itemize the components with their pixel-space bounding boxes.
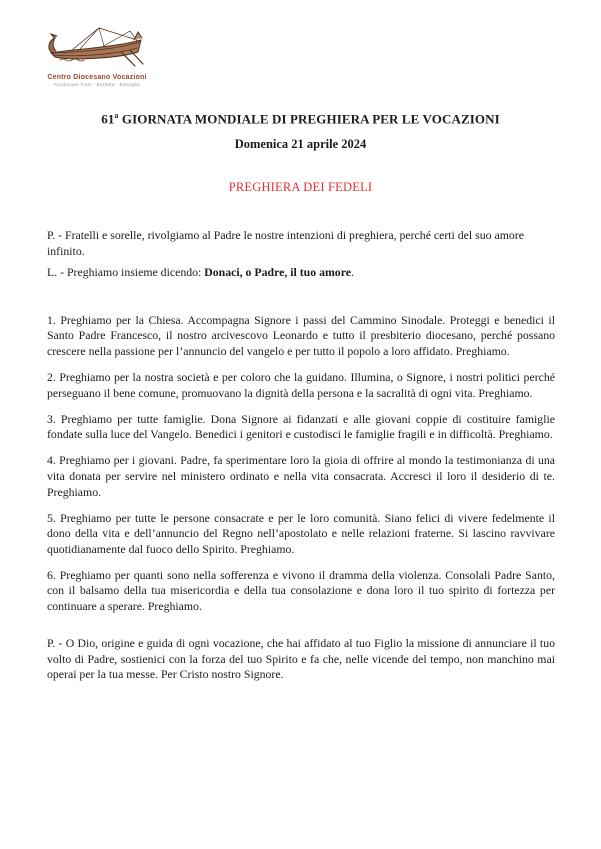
logo-subcaption: Arcidiocesi Trani - Barletta - Bisceglie bbox=[53, 82, 141, 87]
intention-item-3: 3. Preghiamo per tutte famiglie. Dona Signore ai fidanzati e alle giovani coppie di costituire famiglie fondate sulla luce del Vangelo. Benedici i genitori e custodisci le famiglie fragili e in difficoltà. Preghiamo. bbox=[47, 411, 555, 442]
title-ordinal: a bbox=[114, 111, 119, 120]
intention-item-1: 1. Preghiamo per la Chiesa. Accompagna Signore i passi del Cammino Sinodale. Proteggi e benedici il Santo Padre Francesco, il nostro arcivescovo Leonardo e tutto il presbiterio diocesano, perché possano crescere nella passione per l’annuncio del vangelo e per tutto il popolo a loro affidato. Preghiamo. bbox=[47, 312, 555, 358]
document-body bbox=[47, 228, 555, 693]
document-title bbox=[0, 111, 601, 127]
response-formula: Donaci, o Padre, il tuo amore bbox=[204, 265, 351, 280]
logo bbox=[38, 24, 156, 87]
intention-item-5: 5. Preghiamo per tutte le persone consacrate e per le loro comunità. Siano felici di vivere fedelmente il dono della vita e dell’annuncio del Regno nell’apostolato e nelle relazioni fraterne. Si lascino ravvivare quotidianamente dal fuoco dello Spirito. Preghiamo. bbox=[47, 510, 555, 556]
intention-item-2: 2. Preghiamo per la nostra società e per coloro che la guidano. Illumina, o Signore, i nostri politici perché perseguano il bene comune, promuovano la dignità della persona e la sacralità di ogni vita. Preghiamo. bbox=[47, 370, 555, 400]
hand-drawn-boat-icon bbox=[38, 24, 156, 72]
document-date: Domenica 21 aprile 2024 bbox=[234, 137, 367, 151]
lector-text: L. - Preghiamo insieme dicendo: bbox=[47, 265, 205, 280]
section-heading: PREGHIERA DEI FEDELI bbox=[228, 180, 373, 194]
closing-priest-paragraph: P. - O Dio, origine e guida di ogni vocazione, che hai affidato al tuo Figlio la missione di annunciare il tuo volto di Padre, sostienici con la forza del tuo Spirito e fa che, nelle vicende del tempo, non manchino mai operai per la tua messe. Per Cristo nostro Signore. bbox=[47, 636, 555, 682]
intention-item-4: 4. Preghiamo per i giovani. Padre, fa sperimentare loro la gioia di offrire al mondo la testimonianza di una vita donata per servire nel ministero ordinato e nella vita consacrata. Accresci il loro il desiderio di te. Preghiamo. bbox=[47, 453, 555, 499]
lector-text-end: . bbox=[350, 265, 354, 280]
title-number: 61 bbox=[101, 111, 115, 127]
intro-priest-paragraph: P. - Fratelli e sorelle, rivolgiamo al Padre le nostre intenzioni di preghiera, perché certi del suo amore infinito. bbox=[47, 228, 524, 258]
logo-caption: Centro Diocesano Vocazioni bbox=[47, 74, 147, 81]
intro-lector-paragraph bbox=[47, 265, 555, 281]
title-text: GIORNATA MONDIALE DI PREGHIERA PER LE VOCAZIONI bbox=[118, 111, 500, 127]
intention-item-6: 6. Preghiamo per quanti sono nella sofferenza e vivono il dramma della violenza. Consolali Padre Santo, con il balsamo della tua misericordia e della tua consolazione e dona loro il tuo spirito di fortezza per continuare a sperare. Preghiamo. bbox=[47, 567, 555, 613]
